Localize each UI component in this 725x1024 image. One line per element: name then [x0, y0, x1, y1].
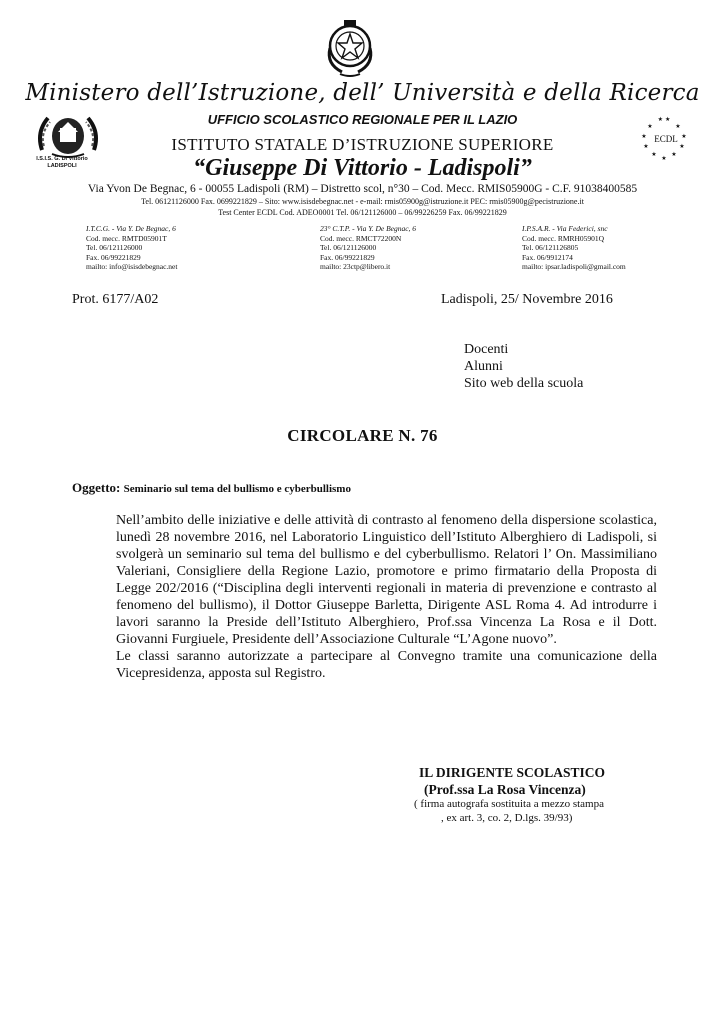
branch-mail[interactable]: mailto: info@isisdebegnac.net [86, 262, 178, 272]
svg-text:★: ★ [651, 151, 657, 158]
svg-text:★ ★: ★ ★ [657, 116, 671, 123]
branch-fax: Fax. 06/99221829 [86, 252, 141, 262]
subject-label: Oggetto: [72, 480, 121, 495]
subject-line [72, 480, 351, 496]
branch-ctp [320, 224, 416, 272]
recipient-item: Docenti [464, 342, 509, 357]
ministry-title: Ministero dell’Istruzione, dell’ Università e della Ricerca [25, 80, 700, 106]
branch-itcg [86, 224, 177, 272]
branch-code: Cod. mecc. RMTD05901T [86, 233, 167, 243]
svg-text:★: ★ [643, 143, 649, 150]
svg-text:★: ★ [675, 123, 681, 130]
recipient-item: Alunni [464, 359, 503, 374]
contacts-line: Tel. 06121126000 Fax. 0699221829 – Sito: www.isisdebegnac.net - e-mail: rmis05900g@istruzione.it PEC: rmis05900g@pecistruzione.it [141, 197, 584, 206]
svg-text:★: ★ [641, 133, 647, 140]
branch-code: Cod. mecc. RMRH05901Q [522, 233, 605, 243]
document-date: Ladispoli, 25/ Novembre 2016 [441, 292, 613, 307]
ufficio-title: UFFICIO SCOLASTICO REGIONALE PER IL LAZIO [207, 112, 518, 127]
signature-note-legal: , ex art. 3, co. 2, D.lgs. 39/93) [441, 812, 573, 824]
branch-title: I.P.S.A.R. - Via Federici, snc [522, 224, 608, 233]
branch-tel: Tel. 06/121126805 [522, 243, 579, 253]
subject-text: Seminario sul tema del bullismo e cyberbullismo [123, 483, 351, 495]
recipient-item: Sito web della scuola [464, 376, 584, 391]
branch-fax: Fax. 06/9912174 [522, 252, 573, 262]
branch-tel: Tel. 06/121126000 [320, 243, 377, 253]
test-center-line: Test Center ECDL Cod. ADEO0001 Tel. 06/121126000 – 06/99226259 Fax. 06/99221829 [218, 208, 507, 217]
branch-mail[interactable]: mailto: 23ctp@libero.it [320, 262, 391, 272]
svg-text:★: ★ [681, 133, 687, 140]
branch-code: Cod. mecc. RMCT72200N [320, 233, 402, 243]
circolare-title: CIRCOLARE N. 76 [287, 426, 438, 445]
signature-note: ( firma autografa sostituita a mezzo stampa [414, 798, 604, 810]
logo-caption-town: LADISPOLI [47, 163, 77, 169]
body-paragraph: Nell’ambito delle iniziative e delle attività di contrasto al fenomeno della dispersione scolastica, lunedì 28 novembre 2016, nel Laboratorio Linguistico dell’Istituto Alberghiero di Ladispoli, si svolgerà un seminario sul tema del bullismo e del cyberbullismo. Relatori l’ On. Massimiliano Valeriani, Consigliere della Regione Lazio, promotore e primo firmatario della Proposta di Legge 202/2016 (“Disciplina degli interventi regionali in materia di prevenzione e contrasto al fenomeno del bullismo), il Dottor Giuseppe Barletta, Dirigente ASL Roma 4. Ad introdurre i lavori saranno la Preside dell’Istituto Alberghiero, Prof.ssa Vincenza La Rosa e il Dott. Giovanni Furgiuele, Presidente dell’Associazione Culturale “L’Agone nuovo”. [116, 513, 657, 647]
body-paragraph: Le classi saranno autorizzate a partecipare al Convegno tramite una comunicazione della Vicepresidenza, apposta sul Registro. [116, 649, 657, 681]
svg-text:★: ★ [679, 143, 685, 150]
institute-title: ISTITUTO STATALE D’ISTRUZIONE SUPERIORE [171, 135, 554, 154]
branch-tel: Tel. 06/121126000 [86, 243, 143, 253]
branch-mail[interactable]: mailto: ipsar.ladispoli@gmail.com [522, 262, 626, 272]
logo-caption-school: I.S.I.S. G. Di Vittorio [36, 156, 88, 162]
svg-text:★: ★ [647, 123, 653, 130]
ecdl-label: ECDL [654, 134, 678, 144]
branch-fax: Fax. 06/99221829 [320, 252, 375, 262]
branch-ipsar [522, 224, 626, 272]
address-line: Via Yvon De Begnac, 6 - 00055 Ladispoli (RM) – Distretto scol, n°30 – Cod. Mecc. RMIS05900G - C.F. 91038400585 [87, 183, 638, 195]
branch-title: 23° C.T.P. - Via Y. De Begnac, 6 [320, 224, 417, 233]
signature-role: IL DIRIGENTE SCOLASTICO [419, 765, 606, 780]
body-text [116, 512, 657, 682]
republic-emblem-icon [322, 18, 378, 80]
recipients-list [464, 341, 583, 392]
branch-title: I.T.C.G. - Via Y. De Begnac, 6 [86, 224, 176, 233]
svg-text:★: ★ [671, 151, 677, 158]
school-name: “Giuseppe Di Vittorio - Ladispoli” [193, 155, 532, 181]
protocol-number: Prot. 6177/A02 [72, 292, 159, 307]
signature-name: (Prof.ssa La Rosa Vincenza) [424, 782, 586, 797]
svg-text:★: ★ [661, 155, 667, 162]
